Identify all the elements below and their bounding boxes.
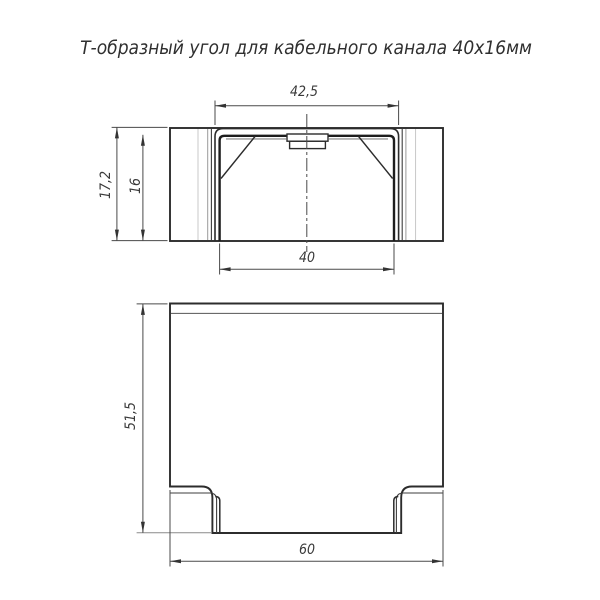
- plan-innermost-walls: [215, 497, 398, 534]
- dim-label-plan-depth: 51,5: [123, 401, 139, 431]
- front-clip-tab: [287, 134, 328, 149]
- drawing-title: Т-образный угол для кабельного канала 40х16мм: [80, 37, 532, 59]
- dim-51-5: [137, 304, 212, 533]
- dim-label-cover-width: 42,5: [289, 84, 318, 100]
- plan-dimensions: [137, 304, 443, 567]
- dim-label-plan-width: 60: [298, 542, 315, 558]
- dim-label-inner-height: 16: [128, 177, 144, 195]
- dim-label-opening-width: 40: [298, 250, 315, 266]
- plan-view: [170, 304, 443, 534]
- front-view: [170, 114, 443, 252]
- dim-label-outer-height: 17,2: [98, 170, 114, 200]
- front-dimensions: [112, 101, 399, 275]
- plan-outer-profile: [170, 304, 443, 534]
